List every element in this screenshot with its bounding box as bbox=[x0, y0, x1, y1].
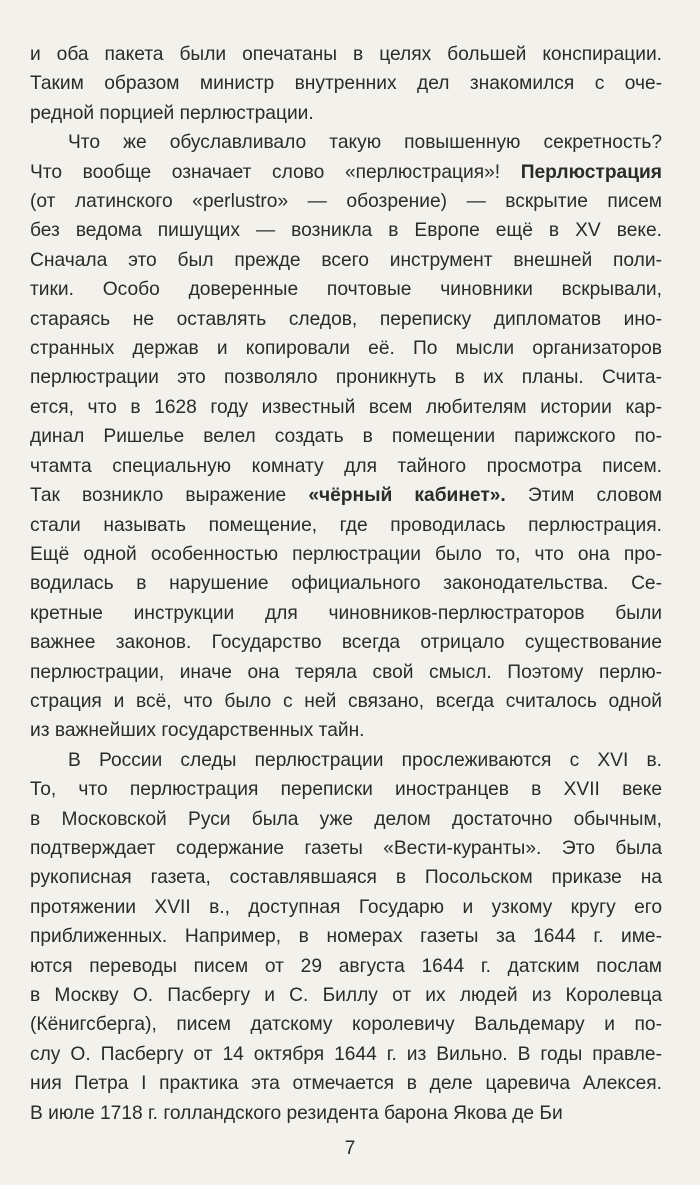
text-line: и оба пакета были опечатаны в целях большей конспирации. bbox=[30, 44, 662, 65]
text-line: (Кёнигсберга), писем датскому королевичу Вальдемару и по- bbox=[30, 1014, 662, 1036]
text-line: То, что перлюстрация переписки иностранцев в XVII веке bbox=[30, 779, 662, 801]
text-line: Так возникло выражение «чёрный кабинет». Этим словом bbox=[30, 485, 662, 507]
text-line: из важнейших государственных тайн. bbox=[30, 720, 365, 742]
text-line: странных держав и копировали её. По мысли организаторов bbox=[30, 338, 662, 360]
page-number: 7 bbox=[344, 1138, 356, 1159]
text-line: стараясь не оставлять следов, переписку дипломатов ино- bbox=[30, 308, 662, 330]
paragraph bbox=[30, 746, 662, 1128]
text-line: приближенных. Например, в номерах газеты за 1644 г. име- bbox=[30, 926, 662, 948]
text-line: ются переводы писем от 29 августа 1644 г. датским послам bbox=[30, 955, 662, 977]
paragraph bbox=[30, 40, 662, 128]
text-line: протяжении XVII в., доступная Государю и узкому кругу его bbox=[30, 896, 662, 918]
text-line: тики. Особо доверенные почтовые чиновники вскрывали, bbox=[30, 279, 662, 301]
text-line: кретные инструкции для чиновников-перлюстраторов были bbox=[30, 602, 662, 624]
text-line: перлюстрации, иначе она теряла свой смысл. Поэтому перлю- bbox=[30, 661, 662, 683]
text-line: В России следы перлюстрации прослеживаются с XVI в. bbox=[68, 749, 662, 771]
text-line: редной порцией перлюстрации. bbox=[30, 102, 314, 124]
text-line: динал Ришелье велел создать в помещении парижского по- bbox=[30, 426, 662, 448]
text-line: (от латинского «perlustro» — обозрение) — вскрытие писем bbox=[30, 191, 662, 213]
text-line: перлюстрации это позволяло проникнуть в их планы. Счита- bbox=[30, 367, 662, 389]
page-body bbox=[30, 40, 662, 1128]
book-page bbox=[30, 40, 662, 1128]
text-line: в Московской Руси была уже делом достаточно обычным, bbox=[30, 808, 662, 830]
text-line: Сначала это был прежде всего инструмент внешней поли- bbox=[30, 249, 662, 271]
text-line: ется, что в 1628 году известный всем любителям истории кар- bbox=[30, 396, 662, 418]
text-line: Ещё одной особенностью перлюстрации было то, что она про- bbox=[30, 543, 662, 565]
text-line: страция и всё, что было с ней связано, всегда считалось одной bbox=[30, 690, 662, 712]
text-line: важнее законов. Государство всегда отрицало существование bbox=[30, 632, 662, 654]
text-line: стали называть помещение, где проводилась перлюстрация. bbox=[30, 514, 662, 536]
text-line: В июле 1718 г. голландского резидента барона Якова де Би bbox=[30, 1102, 563, 1124]
text-line: Таким образом министр внутренних дел знакомился с оче- bbox=[30, 73, 662, 95]
text-line: в Москву О. Пасбергу и С. Биллу от их людей из Королевца bbox=[30, 985, 662, 1006]
text-line: Что же обуславливало такую повышенную секретность? bbox=[68, 132, 662, 154]
text-line: подтверждает содержание газеты «Вести-куранты». Это была bbox=[30, 837, 662, 859]
text-line: Что вообще означает слово «перлюстрация»! Перлюстрация bbox=[30, 161, 662, 183]
text-line: ния Петра I практика эта отмечается в деле царевича Алексея. bbox=[30, 1073, 662, 1095]
text-line: чтамта специальную комнату для тайного просмотра писем. bbox=[30, 455, 662, 477]
text-line: рукописная газета, составлявшаяся в Посольском приказе на bbox=[30, 867, 662, 889]
text-line: без ведома пишущих — возникла в Европе ещё в XV веке. bbox=[30, 220, 662, 242]
text-line: слу О. Пасбергу от 14 октября 1644 г. из Вильно. В годы правле- bbox=[30, 1043, 662, 1065]
paragraph bbox=[30, 128, 662, 746]
text-line: водилась в нарушение официального законодательства. Се- bbox=[30, 573, 662, 595]
